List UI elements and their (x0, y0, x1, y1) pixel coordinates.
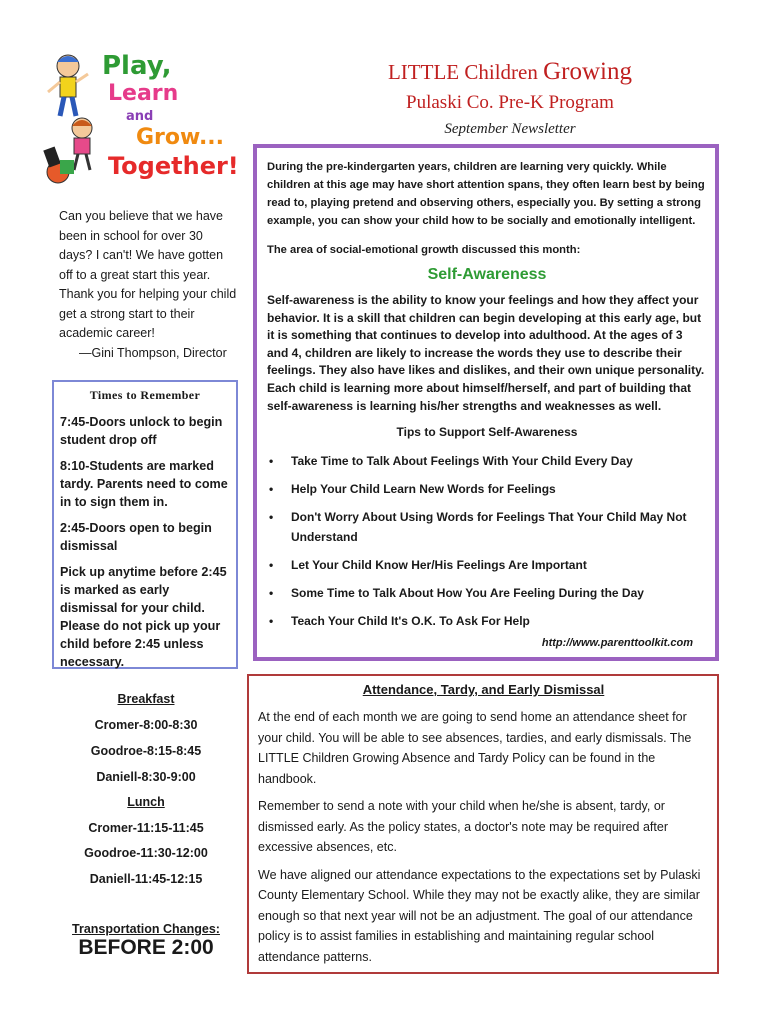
topic-heading: Self-Awareness (427, 266, 547, 283)
logo-text-together: Together! (108, 152, 239, 180)
breakfast-time: Cromer-8:00-8:30 (94, 718, 198, 732)
bullet-icon: • (269, 614, 274, 629)
newsletter-title (300, 58, 720, 86)
times-to-remember-box (52, 380, 238, 669)
breakfast-time: Daniell-8:30-9:00 (96, 770, 196, 784)
social-emotional-box (253, 144, 719, 661)
tip-item (267, 583, 707, 603)
attendance-paragraph: At the end of each month we are going to send home an attendance sheet for your child. You will be able to see absences, tardies, and early dismissals. The LITTLE Children Growing Absence and Tardy Policy can be found in the handbook. (258, 710, 692, 786)
kid-figure-middle (72, 118, 92, 170)
lunch-time: Daniell-11:45-12:15 (89, 872, 203, 886)
play-learn-grow-logo (38, 44, 248, 194)
tip-item (267, 479, 707, 499)
program-subtitle: Pulaski Co. Pre-K Program (406, 92, 614, 113)
area-label: The area of social-emotional growth discussed this month: (267, 244, 581, 256)
director-note: Can you believe that we have been in school for over 30 days? I can't! We have gotten off to a great start this year. Thank you for helping your child get a strong start to their academic career! (59, 209, 237, 340)
logo-text-grow: Grow... (136, 125, 225, 150)
tip-item (267, 451, 707, 471)
times-item: 8:10-Students are marked tardy. Parents need to come in to sign them in. (60, 459, 228, 509)
bullet-icon: • (269, 586, 274, 601)
tip-item (267, 611, 707, 631)
tip-text: Let Your Child Know Her/His Feelings Are Important (291, 558, 587, 573)
kid-figure-top (48, 55, 88, 116)
tip-text: Don't Worry About Using Words for Feelings That Your Child May Not Understand (291, 510, 687, 545)
attendance-paragraph: We have aligned our attendance expectations to the expectations set by Pulaski County Elementary School. While they may not be exactly alike, they are similar enough so that next year will not be an adjustment. The goal of our attendance policy is to assist families in establishing and maintaining regular school attendance patterns. (258, 867, 701, 964)
breakfast-time: Goodroe-8:15-8:45 (90, 744, 202, 758)
times-item: 7:45-Doors unlock to begin student drop off (60, 415, 223, 447)
intro-paragraph: During the pre-kindergarten years, children are learning very quickly. While children at this age may have short attention spans, they often learn best by being read to, playing pretend and observing others, especially you. By setting a strong example, you can show your child how to be socially and emotionally intelligent. (267, 161, 705, 227)
times-item: Pick up anytime before 2:45 is marked as early dismissal for your child. Please do not pick up your child before 2:45 unless necessary. (60, 565, 227, 669)
logo-text-and: and (126, 109, 154, 124)
tip-text: Take Time to Talk About Feelings With Your Child Every Day (291, 454, 633, 469)
transportation-heading: Transportation Changes: (72, 922, 220, 936)
tip-text: Help Your Child Learn New Words for Feelings (291, 482, 556, 497)
title-part-little-children: LITTLE Children (387, 60, 538, 84)
logo-text-play: Play, (102, 51, 172, 81)
tip-item (267, 507, 707, 547)
bullet-icon: • (269, 510, 274, 525)
tip-item (267, 555, 707, 575)
attendance-paragraph: Remember to send a note with your child when he/she is absent, tardy, or dismissed early. As the policy states, a doctor's note may be required after excessive absences, etc. (258, 799, 668, 854)
lunch-time: Goodroe-11:30-12:00 (84, 846, 208, 860)
attendance-heading: Attendance, Tardy, and Early Dismissal (362, 682, 605, 697)
breakfast-heading: Breakfast (117, 692, 175, 706)
lunch-heading: Lunch (127, 795, 165, 809)
tips-list (267, 451, 707, 631)
lunch-time: Cromer-11:15-11:45 (88, 821, 204, 835)
director-signature: —Gini Thompson, Director (79, 346, 227, 360)
topic-paragraph: Self-awareness is the ability to know your feelings and how they affect your behavior. It is a skill that children can begin developing at this early age, but it is something that continues to develop into adulthood. At the ages of 3 and 4, children are likely to increase the words they use to describe their feelings. They also have likes and dislikes, and their own unique personality. Each child is learning more about himself/herself, and part of building that self-awareness is learning his/her strengths and weaknesses as well. (267, 293, 705, 413)
times-heading: Times to Remember (89, 388, 201, 402)
logo-text-learn: Learn (108, 81, 179, 106)
tip-text: Some Time to Talk About How You Are Feeling During the Day (291, 586, 644, 601)
bullet-icon: • (269, 558, 274, 573)
attendance-box (247, 674, 719, 974)
newsletter-month: September Newsletter (444, 121, 576, 137)
bullet-icon: • (269, 454, 274, 469)
tips-heading: Tips to Support Self-Awareness (396, 425, 578, 440)
transportation-deadline: BEFORE 2:00 (78, 936, 214, 959)
title-part-growing: Growing (543, 58, 632, 85)
tip-text: Teach Your Child It's O.K. To Ask For Help (291, 614, 530, 629)
bullet-icon: • (269, 482, 274, 497)
source-link[interactable]: http://www.parenttoolkit.com (541, 637, 693, 650)
times-item: 2:45-Doors open to begin dismissal (60, 521, 212, 553)
kid-figure-bottom (43, 146, 74, 183)
